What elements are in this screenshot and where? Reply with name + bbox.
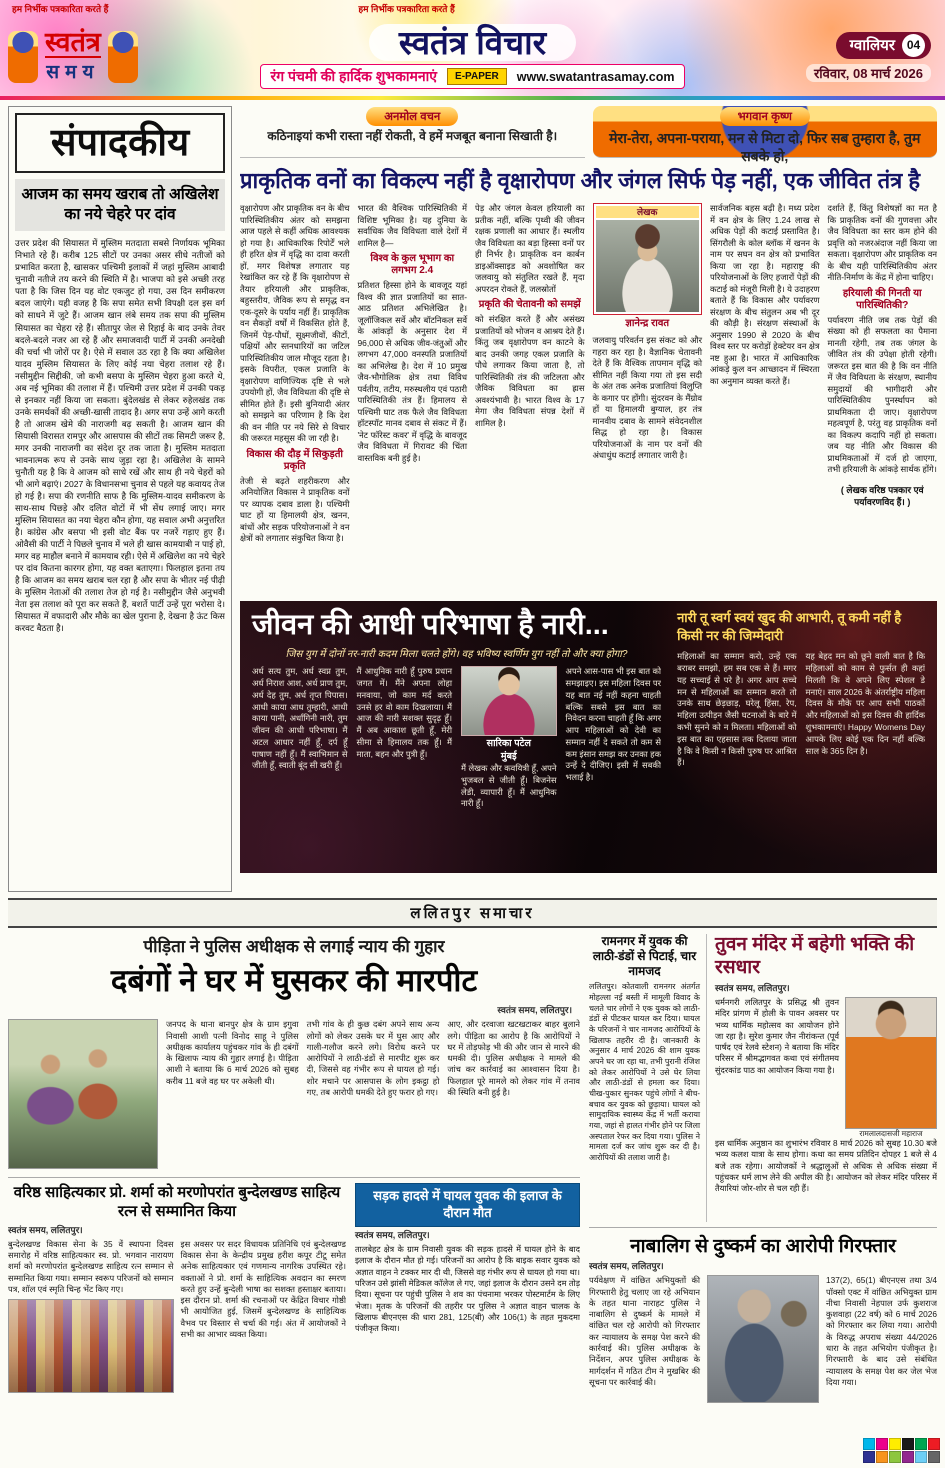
masthead-main-row	[0, 17, 945, 96]
nari-epigraph: जिस युग में दोनों नर-नारी कदम मिला चलते होंगे। वह भविष्य स्वर्णिम युग नहीं तो और क्या होगा?	[285, 649, 628, 661]
article-dabang	[8, 934, 580, 1169]
print-color-calibration-bars	[863, 1438, 940, 1463]
nari-column-2: मैं आधुनिक नारी हूँ पुरुष प्रधान जगत में। मैंने अपना लोहा मनवाया, जो काम मर्द करते उनसे हर वो काम दिखलाया। मैं आज की नारी सशक्त सुदृढ़ हूँ। मैं अब आकाश छूती हूँ, मेरी सीमा से हिमालय तक हूँ। मैं माता, बहन और पुत्री हूँ।	[356, 666, 453, 759]
quote-title: अनमोल वचन	[366, 107, 458, 126]
website-url: www.swatantrasamay.com	[516, 69, 675, 84]
krishna-illustration-icon	[108, 31, 138, 83]
editorial-body: उत्तर प्रदेश की सियासत में मुस्लिम मतदाता सबसे निर्णायक भूमिका निभाते रहे हैं। करीब 125 सीटों पर उनका असर सीधे नतीजों को प्रभावित करता है, खासकर पश्चिमी इलाकों में जहां मुस्लिम आबादी चुनावी नतीजे तय करने की स्थिति में है। भाजपा को इसे अच्छी तरह पता है कि जिस दिन यह वोट एकजुट हो गया, उस दिन समीकरण बदल जाएंगे। यही वजह है कि सपा समेत सभी विपक्षी दल इस वर्ग को साधने में जुटे हैं। आजम खान लंबे समय तक सपा की मुस्लिम सियासत का चेहरा रहे हैं। सीतापुर जेल से रिहाई के बाद उनके तेवर बदले-बदले नजर आ रहे हैं और समाजवादी पार्टी में उनकी अनदेखी की चर्चा भी जोरों पर है। ऐसे में सवाल उठ रहा है कि क्या अखिलेश यादव मुस्लिम सियासत के लिए कोई नया चेहरा तलाश रहे हैं। नसीमुद्दीन सिद्दीकी, जो कभी बसपा के मुस्लिम चेहरा हुआ करते थे, अब नई भूमिका की तलाश में हैं। पश्चिमी उत्तर प्रदेश में उनकी पकड़ से इनकार नहीं किया जा सकता। बुंदेलखंड से लेकर रुहेलखंड तक उनके समर्थकों की अच्छी-खासी तादाद है। अगर सपा उन्हें आगे करती है तो आजम खेमे की नाराजगी बढ़ सकती है। आजम खान की सियासी विरासत रामपुर और आसपास की सीटों तक सिमटी जरूर है, मगर उनकी नाराजगी का संदेश दूर तक जाता है। मुस्लिम मतदाता भावनात्मक रूप से उनके साथ जुड़ा रहा है। अखिलेश के सामने चुनौती यह है कि वे आजम को साधे रखें और साथ ही नये चेहरों को भी आगे बढ़ाएं। 2027 के विधानसभा चुनाव से पहले यह कवायद तेज हो गई है। सपा की रणनीति साफ है कि मुस्लिम-यादव समीकरण के साथ-साथ पिछड़े और दलित वोटों में भी सेंध लगाई जाए। मगर मुस्लिम सियासत का नया चेहरा कौन होगा, यह सवाल अभी अनुत्तरित है। कांग्रेस और बसपा भी इसी वोट बैंक पर नजरें गड़ाए हुए हैं। ओवैसी की पार्टी ने पिछले चुनाव में भले ही खास कामयाबी न पाई हो, मगर वह माहौल बनाने में कामयाब रही। ऐसे में अखिलेश का नये चेहरे पर दांव कितना कारगर होगा, यह वक्त बताएगा। फिलहाल इतना तय है कि आजम का समय खराब चल रहा है और सपा के भीतर नई पीढ़ी के मुस्लिम नेताओं की तलाश तेज हो गई है। नसीमुद्दीन जैसे अनुभवी नेता इस तलाश को पूरा कर सकते हैं, बशर्ते पार्टी उन्हें पूरा भरोसा दे। सियासत में वफादारी और मौके का खेल पुराना है, देखना है ऊंट किस करवट बैठता है।	[15, 238, 225, 634]
nari-title: जीवन की आधी परिभाषा है नारी...	[252, 609, 609, 641]
paper-logo	[8, 29, 226, 84]
news-photo-wrap	[845, 997, 937, 1138]
news-photo-saint	[845, 997, 937, 1129]
author-credit-line: ( लेखक वरिष्ठ पत्रकार एवं पर्यावरणविद हैं। )	[840, 484, 924, 508]
news-photo-accused	[707, 1275, 819, 1403]
article-column-3	[475, 203, 585, 595]
news-column-2: 137(2), 65(1) बीएनएस तथा 3/4 पॉक्सो एक्ट में वांछित अभियुक्त ग्राम नीचा निवासी नेहपाल उर्फ कुशराज कुशवाहा (22 वर्ष) को 6 मार्च 2026 को गिरफ्तार कर लिया गया। आरोपी के विरुद्ध अपराध संख्या 44/2026 धारा के तहत अभियोग पंजीकृत है। गिरफ्तारी के बाद उसे संबंधित न्यायालय के समक्ष पेश कर जेल भेज दिया गया।	[826, 1275, 937, 1387]
nari-author-city: मुंबई	[500, 750, 517, 762]
masthead	[0, 0, 945, 96]
article-subhead: प्रकृति की चेतावनी को समझें	[478, 299, 581, 311]
main-article	[240, 162, 937, 595]
article-paragraph: प्रतिशत हिस्सा होने के बावजूद यहां विश्व की ज्ञात प्रजातियों का सात-आठ प्रतिशत अभिलेखित है। जूलॉजिकल सर्वे और बॉटनिकल सर्वे के आंकड़ों के अनुसार देश में 96,000 से अधिक जीव-जंतुओं और लगभग 47,000 वनस्पति प्रजातियों का अभिलेख है। देश में 10 प्रमुख जैव-भौगोलिक क्षेत्र तथा विविध पर्वतीय, तटीय, मरुस्थलीय एवं पठारी पारिस्थितिकी तंत्र हैं। हिमालय से पश्चिमी घाट तक फैले जैव विविधता हॉटस्पॉट मानव दबाव से संकट में हैं। 'नेट फॉरेस्ट कवर' में वृद्धि के बावजूद जैव विविधता में गिरावट की चिंता वास्तविक बनी हुई है।	[357, 280, 467, 463]
news-column-2: तभी गांव के ही कुछ दबंग अपने साथ अन्य लोगों को लेकर उसके घर में घुस आए और गाली-गलौज करने लगे। विरोध करने पर आरोपियों ने लाठी-डंडों से मारपीट शुरू कर दी, जिससे वह गंभीर रूप से घायल हो गई। शोर मचाने पर आसपास के लोग इकट्ठा हो गए, तब आरोपी धमकी देते हुए फरार हो गए।	[306, 1019, 440, 1097]
main-article-headline: प्राकृतिक वनों का विकल्प नहीं है वृक्षारोपण और जंगल सिर्फ पेड़ नहीं, एक जीवित तंत्र है	[240, 168, 921, 193]
article-sadak-hadsa	[355, 1183, 580, 1464]
article-subhead: विश्व के कुल भूभाग का लगभग 2.4	[370, 253, 455, 277]
news-column-1: जनपद के थाना बानपुर क्षेत्र के ग्राम इगुवा निवासी आशी पत्नी विनोद साहू ने पुलिस अधीक्षक कार्यालय पहुंचकर गांव के ही दबंगों के खिलाफ न्याय की गुहार लगाई है। पीड़िता आशी ने बताया कि 6 मार्च 2026 को सुबह करीब 11 बजे वह घर पर अकेली थी।	[166, 1019, 299, 1086]
lalitpur-right-top-row	[589, 934, 937, 1222]
news-column-1: धर्मनगरी ललितपुर के प्रसिद्ध श्री तुवन मंदिर प्रांगण में होली के पावन अवसर पर भव्य धार्मिक महोत्सव का आयोजन होने जा रहा है। सुरेश कुमार जैन नीरांकन्त (पूर्व पार्षद एवं रेलवे स्टेशन) ने बताया कि मंदिर परिसर में श्रीमद्भागवत कथा एवं संगीतमय सुंदरकांड पाठ का आयोजन किया गया है।	[715, 997, 839, 1075]
article-paragraph: जलवायु परिवर्तन इस संकट को और गहरा कर रहा है। वैज्ञानिक चेतावनी देते हैं कि वैश्विक तापमान वृद्धि को सीमित नहीं किया गया तो इस सदी के अंत तक अनेक प्रजातियां विलुप्ति के कगार पर होंगी। सुंदरवन के मैंग्रोव हों या हिमालयी बुग्याल, हर तंत्र मानवीय दबाव के सामने संवेदनशील सिद्ध हो रहा है। विकास परियोजनाओं के नाम पर वनों की अंधाधुंध कटाई लगातार जारी है।	[592, 335, 702, 461]
article-subhead: हरियाली की गिनती या पारिस्थितिकी?	[842, 287, 922, 311]
nari-author-photo	[461, 666, 557, 736]
masthead-center	[226, 24, 719, 90]
festival-greeting: रंग पंचमी की हार्दिक शुभकामनाएं	[270, 68, 438, 85]
quote-text: कठिनाइयां कभी रास्ता नहीं रोकती, वे हमें मजबूत बनाना सिखाती है।	[267, 129, 558, 143]
article-kicker: पीड़िता ने पुलिस अधीक्षक से लगाई न्याय की गुहार	[143, 937, 445, 957]
article-headline: तुवन मंदिर में बहेगी भक्ति की रसधार	[715, 934, 915, 979]
color-bar-black	[902, 1438, 914, 1450]
byline: स्वतंत्र समय, ललितपुर।	[8, 1224, 83, 1235]
logo-line1: स्वतंत्र	[45, 27, 101, 57]
color-bar-blue	[863, 1451, 875, 1463]
article-paragraph: भारत की वैश्विक पारिस्थितिकी में विशिष्ट भूमिका है। यह दुनिया के सर्वाधिक जैव विविधता वाले देशों में शामिल है—	[357, 203, 467, 248]
news-photo-victim	[8, 1019, 158, 1169]
article-tuvan-mandir	[715, 934, 937, 1222]
article-paragraph: वृक्षारोपण और प्राकृतिक वन के बीच पारिस्थितिकीय अंतर को समझना आज पहले से कहीं अधिक आवश्यक हो गया है। आधिकारिक रिपोर्टें भले ही हरित क्षेत्र में वृद्धि का दावा करती हों, मगर विशेषज्ञ लगातार यह रेखांकित कर रहे हैं कि वृक्षारोपण से तैयार हरियाली और प्राकृतिक, बहुस्तरीय, जैविक रूप से समृद्ध वन एक-दूसरे के पर्याय नहीं हैं। प्राकृतिक वन सैकड़ों वर्षों में विकसित होते हैं, जिनमें पेड़-पौधों, सूक्ष्मजीवों, कीटों, पक्षियों और स्तनधारियों का जटिल पारिस्थितिकीय जाल मौजूद रहता है। इसके विपरीत, एकल प्रजाति के वृक्षारोपण वाणिज्यिक दृष्टि से भले उपयोगी हों, जैव विविधता की दृष्टि से सीमित होते हैं। इसी बुनियादी अंतर को समझने का परिणाम है कि देश की वन नीति पर नये सिरे से विचार की जरूरत महसूस की जा रही है।	[240, 203, 350, 444]
edition-row	[836, 32, 931, 59]
nari-right-column-2: यह बेहद मन को छूने वाली बात है कि महिलाओं को काम से फुर्सत ही कहां मिलती कि वे अपने लिए स्पेशल डे मनाएं। साल 2026 के अंतर्राष्ट्रीय महिला दिवस के मौके पर आप सभी पाठकों और महिलाओं को इस दिवस की हार्दिक शुभकामनाएं। Happy Womens Day आपके लिए कोई एक दिन नहीं बल्कि साल के 365 दिन है।	[805, 651, 925, 756]
news-column-1	[8, 1239, 174, 1393]
article-paragraph: को संरक्षित करते हैं और असंख्य प्रजातियों को भोजन व आश्रय देते हैं। किंतु जब वृक्षारोपण वन काटने के बाद उनकी जगह एकल प्रजाति के पौधे लगाकर किया जाता है, तो पारिस्थितिकी तंत्र की जटिलता और जैविक विविधता का ह्रास अवश्यंभावी है। भारत विश्व के 17 मेगा जैव विविधता संपन्न देशों में शामिल है।	[475, 314, 585, 428]
article-column-1	[240, 203, 350, 595]
article-headline: सड़क हादसे में घायल युवक की इलाज के दौरान मौत	[355, 1183, 580, 1227]
editorial-section-label: संपादकीय	[15, 113, 225, 173]
nari-right-column-1: महिलाओं का सम्मान करो, उन्हें एक बराबर समझो, हम सब एक से हैं। मगर यह सच्चाई से परे है। अगर आप सच्चे मन से महिलाओं का सम्मान करते तो उनके साथ छेड़छाड़, घरेलू हिंसा, रेप, महिला उत्पीड़न जैसी घटनाओं के बारे में कभी सुनने को न मिलता। महिलाओं को इस बात का एहसास तक दिलाया जाता है कि वे किसी न किसी पुरुष पर आश्रित हैं।	[677, 651, 797, 768]
article-content	[8, 1019, 580, 1169]
article-paragraph: पेड़ और जंगल केवल हरियाली का प्रतीक नहीं, बल्कि पृथ्वी की जीवन रक्षक प्रणाली का आधार हैं। स्थलीय जैव विविधता का बड़ा हिस्सा वनों पर ही निर्भर है। प्राकृतिक वन कार्बन डाइऑक्साइड को अवशोषित कर जलवायु को संतुलित रखते हैं, मृदा अपरदन रोकते हैं, जलस्रोतों	[475, 203, 585, 294]
lalitpur-news-section	[8, 898, 937, 1464]
edition-city: ग्वालियर	[849, 37, 895, 54]
masthead-substrip	[260, 64, 686, 89]
article-headline: वरिष्ठ साहित्यकार प्रो. शर्मा को मरणोपरांत बुन्देलखण्ड साहित्य रत्न से सम्मानित किया	[13, 1184, 341, 1221]
article-paragraph: सार्वजनिक बहस बढ़ी है। मध्य प्रदेश में वन क्षेत्र के लिए 1.24 लाख से अधिक पेड़ों की कटाई प्रस्तावित है। सिंगरौली के कोल ब्लॉक में खनन के नाम पर सघन वन क्षेत्र को प्रभावित किया जा रहा है। महाराष्ट्र की परियोजनाओं के लिए हजारों पेड़ों की कटाई को मंजूरी मिली है। ये उदाहरण बताते हैं कि विकास और पर्यावरण संरक्षण के बीच संतुलन अब भी दूर की कौड़ी है। संरक्षण संस्थाओं के अनुसार 1990 से 2020 के बीच विश्व स्तर पर करोड़ों हेक्टेयर वन क्षेत्र नष्ट हुआ है। भारत में आधिकारिक आंकड़े कुल वन आच्छादन में स्थिरता का अनुमान व्यक्त करते हैं।	[710, 203, 820, 386]
author-box	[593, 203, 703, 315]
byline: स्वतंत्र समय, ललितपुर।	[497, 1005, 572, 1016]
photo-caption: रामलालदासजी महाराज	[859, 1128, 923, 1138]
color-bar-orange	[876, 1451, 888, 1463]
tagline-left: हम निर्भीक पत्रकारिता करते हैं	[12, 4, 109, 14]
article-column-2	[358, 203, 468, 595]
nari-paragraph: मैं लेखक और कवयित्री हूँ, अपने भुजबल से जीती हूँ। बिजनेस लेडी, व्यापारी हूँ। मैं आधुनिक नारी हूँ।	[461, 763, 557, 809]
quotes-row	[240, 106, 937, 165]
article-sharma-samman	[8, 1183, 346, 1464]
article-body: ललितपुर। कोतवाली रामनगर अंतर्गत मोहल्ला नई बस्ती में मामूली विवाद के चलते चार लोगों ने एक युवक को लाठी-डंडों से पीटकर घायल कर दिया। घायल के परिजनों ने चार नामजद आरोपियों के खिलाफ तहरीर दी है। जानकारी के अनुसार 4 मार्च 2026 की शाम युवक अपने घर जा रहा था, तभी पुरानी रंजिश को लेकर आरोपियों ने उसे घेर लिया और लाठी-डंडों से हमला कर दिया। चीख-पुकार सुनकर पहुंचे लोगों ने बीच-बचाव कर युवक को छुड़ाया। घायल को सामुदायिक स्वास्थ्य केंद्र में भर्ती कराया गया, जहां से हालत गंभीर होने पर जिला अस्पताल रेफर कर दिया गया। पुलिस ने मामला दर्ज कर जांच शुरू कर दी है। आरोपियों की तलाश जारी है।	[589, 982, 700, 1163]
byline: स्वतंत्र समय, ललितपुर।	[589, 1261, 664, 1272]
editorial-headline: आजम का समय खराब तो अखिलेश का नये चेहरे पर दांव	[15, 179, 225, 231]
color-bar-magenta	[876, 1438, 888, 1450]
editorial-column	[8, 106, 232, 892]
logo-text	[45, 29, 101, 84]
quote-title: भगवान कृष्ण	[720, 107, 810, 126]
quote-box-bhagwan-krishna	[593, 106, 938, 165]
color-bar-cyan	[863, 1438, 875, 1450]
article-headline: दबंगों ने घर में घुसकर की मारपीट	[110, 963, 478, 999]
article-body: तालबेहट क्षेत्र के ग्राम निवासी युवक की सड़क हादसे में घायल होने के बाद इलाज के दौरान मौत हो गई। परिजनों का आरोप है कि बाइक सवार युवक को अज्ञात वाहन ने टक्कर मार दी थी, जिससे वह गंभीर रूप से घायल हो गया था। परिजन उसे झांसी मेडिकल कॉलेज ले गए, जहां इलाज के दौरान उसने दम तोड़ दिया। सूचना पर पहुंची पुलिस ने शव का पंचनामा भरकर पोस्टमार्टम के लिए भेजा। मृतक के परिजनों की तहरीर पर पुलिस ने अज्ञात वाहन चालक के खिलाफ बीएनएस की धारा 281, 125(बी) और 106(1) के तहत मुकदमा पंजीकृत किया।	[355, 1245, 580, 1334]
color-bar-lightcyan	[915, 1451, 927, 1463]
logo-line2: समय	[45, 56, 101, 84]
page-body	[0, 100, 945, 1464]
article-column-5	[710, 203, 820, 595]
author-photo	[596, 220, 700, 312]
tagline-center: हम निर्भीक पत्रकारिता करते हैं	[358, 4, 455, 14]
color-bar-red	[928, 1438, 940, 1450]
page-number: 04	[902, 34, 925, 57]
news-column-3: आए, और दरवाजा खटखटाकर बाहर बुलाने लगे। पीड़िता का आरोप है कि आरोपियों ने घर में तोड़फोड़ भी की और जान से मारने की धमकी दी। पुलिस अधीक्षक ने मामले की जांच कर कार्रवाई का आश्वासन दिया है। फिलहाल पूरे मामले को लेकर गांव में तनाव की स्थिति बनी हुई है।	[447, 1019, 580, 1097]
article-content	[8, 1239, 346, 1393]
lalitpur-section-header: ललितपुर समाचार	[8, 900, 937, 928]
article-paragraph: दर्शाते हैं, किंतु विशेषज्ञों का मत है कि प्राकृतिक वनों की गुणवत्ता और जैव विविधता का स्तर कम होने की प्रवृत्ति को नजरअंदाज नहीं किया जा सकता। वृक्षारोपण और प्राकृतिक वन के बीच यही पारिस्थितिकीय अंतर नीति-निर्माण के केंद्र में होना चाहिए।	[827, 203, 937, 283]
quote-box-anmol-vachan	[240, 106, 585, 158]
lalitpur-right-column	[589, 934, 937, 1464]
nari-columns	[252, 666, 661, 865]
article-paragraph: पर्यावरण नीति जब तक पेड़ों की संख्या को ही सफलता का पैमाना मानती रहेगी, तब तक जंगल के जीवित तंत्र की उपेक्षा होती रहेगी। जरूरत इस बात की है कि वन नीति में जैव विविधता के संरक्षण, स्थानीय समुदायों की भागीदारी और पारिस्थितिकीय पुनर्स्थापन को प्राथमिकता दी जाए। वृक्षारोपण महत्वपूर्ण है, परंतु वह प्राकृतिक वनों का विकल्प कदापि नहीं हो सकता। जब यह नीति और विकास की प्राथमिकताओं में दर्ज हो जाएगा, तभी हरियाली के आंकड़े सार्थक होंगे।	[827, 314, 937, 475]
lalitpur-left-column	[8, 934, 580, 1464]
article-content	[715, 997, 937, 1138]
byline: स्वतंत्र समय, ललितपुर।	[715, 982, 790, 993]
main-content-area	[240, 106, 937, 892]
nari-right-part	[677, 609, 925, 865]
news-column-2: इस धार्मिक अनुष्ठान का शुभारंभ रविवार 8 मार्च 2026 को सुबह 10.30 बजे भव्य कलश यात्रा के साथ होगा। कथा का समय प्रतिदिन दोपहर 1 बजे से 4 बजे तक रहेगा। आयोजकों ने श्रद्धालुओं से अधिक से अधिक संख्या में पहुंचकर धर्म लाभ लेने की अपील की है। आयोजन को लेकर मंदिर परिसर में तैयारियां जोर-शोर से चल रही हैं।	[715, 1138, 937, 1194]
main-article-columns	[240, 203, 937, 595]
color-bar-lightgreen	[889, 1451, 901, 1463]
nari-feature-band	[240, 601, 937, 873]
news-column-1: पर्यवेक्षण में वांछित अभियुक्तों की गिरफ्तारी हेतु चलाए जा रहे अभियान के तहत थाना नाराहट पुलिस ने नाबालिग से दुष्कर्म के मामले में वांछित चल रहे आरोपी को गिरफ्तार कर न्यायालय के समक्ष पेश करने की कार्रवाई की। पुलिस अधीक्षक के निर्देशन, अपर पुलिस अधीक्षक के मार्गदर्शन में गठित टीम ने मुखबिर की सूचना पर कार्रवाई की।	[589, 1275, 700, 1387]
color-bar-green	[915, 1438, 927, 1450]
lalitpur-grid	[8, 928, 937, 1464]
nari-column-4: अपने आस-पास भी इस बात को समझाइए। इस महिला दिवस पर यह बात नई नहीं कहना चाहती बल्कि सबसे इस बात का निवेदन करना चाहती हूँ कि अगर आप महिलाओं को देवी का सम्मान नहीं दे सकते तो कम से कम इंसान समझ कर उनका हक उन्हें दे दीजिए। इसी में सबकी भलाई है।	[565, 666, 662, 783]
nari-right-columns	[677, 651, 925, 865]
color-bar-gray	[928, 1451, 940, 1463]
lalitpur-left-bottom-row	[8, 1177, 580, 1464]
article-naabalig-arrest	[589, 1227, 937, 1464]
article-headline: नाबालिग से दुष्कर्म का आरोपी गिरफ्तार	[630, 1236, 896, 1258]
color-bar-purple	[902, 1451, 914, 1463]
news-paragraph: बुन्देलखण्ड विकास सेना के 35 वें स्थापना दिवस समारोह में वरिष्ठ साहित्यकार स्व. प्रो. भगवान नारायण शर्मा को मरणोपरांत बुन्देलखण्ड साहित्य रत्न सम्मान से सम्मानित किया गया। सम्मान स्वरूप परिजनों को सम्मान पत्र, शॉल एवं स्मृति चिन्ह भेंट किए गए।	[8, 1238, 174, 1294]
epaper-badge: E-PAPER	[447, 68, 507, 85]
byline: स्वतंत्र समय, ललितपुर।	[355, 1230, 430, 1241]
author-name: ज्ञानेन्द्र रावत	[625, 318, 670, 330]
nari-column-1: अर्ध सत्य तुम, अर्ध स्वप्न तुम, अर्ध निराश आश, अर्ध प्राण तुम, अर्ध देह तुम, अर्ध तृप्त पिपास। आधी काया आध तुम्हारी, आधी काया पानी, अर्धांगिनी नारी, तुम जीवन की आधी परिभाषा। मैं अटल आधार नहीं हूँ, दर्प हूँ पाषाण नहीं हूँ। मैं स्वाभिमान से जीती हूँ, स्वाती बूंद सी खरी हूँ।	[252, 666, 348, 771]
paper-title: स्वतंत्र विचार	[369, 24, 576, 62]
masthead-taglines	[0, 0, 945, 17]
article-subhead: विकास की दौड़ में सिकुड़ती प्रकृति	[246, 448, 343, 472]
color-bar-yellow	[889, 1438, 901, 1450]
article-headline: रामनगर में युवक की लाठी-डंडों से पिटाई, चार नामजद	[592, 934, 697, 979]
article-ramnagar	[589, 934, 707, 1222]
edition-date: रविवार, 08 मार्च 2026	[806, 64, 931, 82]
quote-text: मेरा-तेरा, अपना-पराया, मन से मिटा दो, फिर सब तुम्हारा है, तुम सबके हो,	[609, 130, 921, 165]
nari-left-part	[252, 609, 661, 865]
article-content	[589, 1275, 937, 1403]
news-photo-ceremony	[8, 1299, 174, 1393]
news-column-2: इस अवसर पर सदर विधायक प्रतिनिधि एवं बुन्देलखण्ड विकास सेना के केन्द्रीय प्रमुख हरीश कपूर टीटू समेत अनेक साहित्यकार एवं गणमान्य नागरिक उपस्थित रहे। वक्ताओं ने प्रो. शर्मा के साहित्यिक अवदान का स्मरण करते हुए उन्हें बुन्देली भाषा का सशक्त हस्ताक्षर बताया। इस दौरान प्रो. शर्मा की रचनाओं पर केंद्रित विचार गोष्ठी भी आयोजित हुई, जिसमें बुन्देलखण्ड के साहित्यिक वैभव पर विस्तार से चर्चा की गई। अंत में आयोजकों ने सभी का आभार व्यक्त किया।	[180, 1238, 346, 1339]
article-column-6	[828, 203, 938, 595]
article-column-4	[593, 203, 703, 595]
article-paragraph: तेजी से बढ़ते शहरीकरण और अनियोजित विकास ने प्राकृतिक वनों पर व्यापक दबाव डाला है। पश्चिमी घाट हों या हिमालयी क्षेत्र, खनन, बांधों और सड़क परियोजनाओं ने वन क्षेत्रों को लगातार संकुचित किया है।	[240, 475, 350, 544]
krishna-illustration-icon	[8, 31, 38, 83]
author-label: लेखक	[596, 206, 700, 218]
nari-quote: नारी तू स्वर्ग स्वयं खुद की आभारी, तू कमी नहीं है किसी नर की जिम्मेदारी	[677, 610, 902, 644]
nari-column-3	[461, 666, 557, 865]
nari-author-name: सारिका पटेल	[486, 738, 531, 750]
masthead-right	[719, 32, 937, 82]
